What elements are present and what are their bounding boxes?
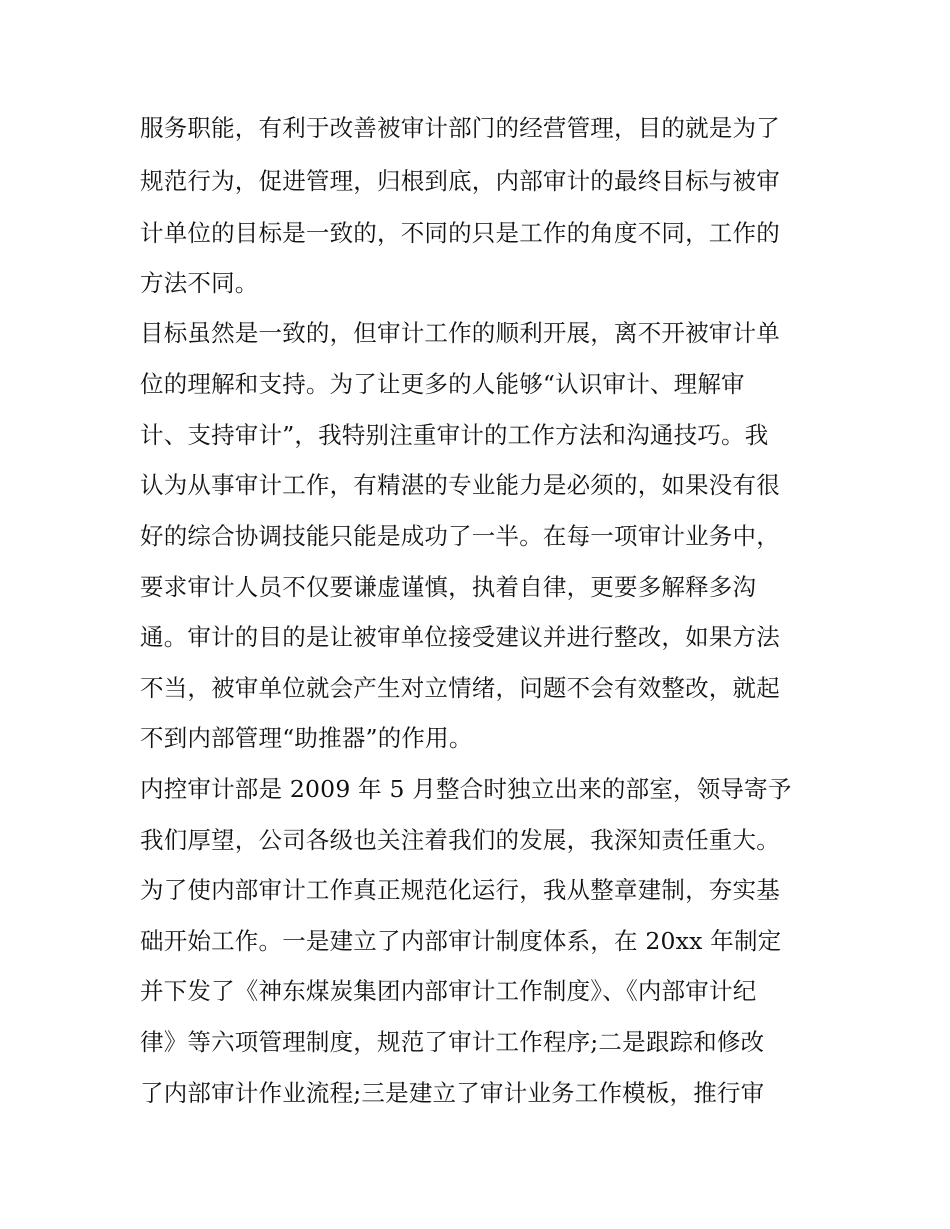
- text-line: 内控审计部是 2009 年 5 月整合时独立出来的部室，领导寄予: [140, 775, 792, 803]
- text-line: 方法不同。: [140, 269, 259, 297]
- text-line: 我们厚望，公司各级也关注着我们的发展，我深知责任重大。: [140, 826, 780, 854]
- text-line: 认为从事审计工作，有精湛的专业能力是必须的，如果没有很: [140, 471, 780, 499]
- text-line: 规范行为，促进管理，归根到底，内部审计的最终目标与被审: [140, 167, 780, 195]
- text-line: 为了使内部审计工作真正规范化运行，我从整章建制，夯实基: [140, 876, 780, 904]
- text-line: 计、支持审计”，我特别注重审计的工作方法和沟通技巧。我: [140, 421, 769, 449]
- text-line: 了内部审计作业流程;三是建立了审计业务工作模板，推行审: [140, 1079, 765, 1107]
- text-line: 不当，被审单位就会产生对立情绪，问题不会有效整改，就起: [140, 674, 780, 702]
- text-line: 服务职能，有利于改善被审计部门的经营管理，目的就是为了: [140, 114, 780, 142]
- text-line: 要求审计人员不仅要谦虚谨慎，执着自律，更要多解释多沟: [140, 573, 757, 601]
- text-line: 位的理解和支持。为了让更多的人能够“认识审计、理解审: [140, 370, 745, 398]
- text-line: 础开始工作。一是建立了内部审计制度体系，在 20xx 年制定: [140, 927, 782, 955]
- text-line: 好的综合协调技能只能是成功了一半。在每一项审计业务中，: [140, 522, 780, 550]
- text-line: 通。审计的目的是让被审单位接受建议并进行整改，如果方法: [140, 623, 780, 651]
- text-line: 计单位的目标是一致的，不同的只是工作的角度不同，工作的: [140, 219, 780, 247]
- text-line: 律》等六项管理制度，规范了审计工作程序;二是跟踪和修改: [140, 1028, 765, 1056]
- text-line: 不到内部管理“助推器”的作用。: [140, 724, 473, 752]
- text-line: 目标虽然是一致的，但审计工作的顺利开展，离不开被审计单: [140, 319, 780, 347]
- text-line: 并下发了《神东煤炭集团内部审计工作制度》、《内部审计纪: [140, 977, 757, 1005]
